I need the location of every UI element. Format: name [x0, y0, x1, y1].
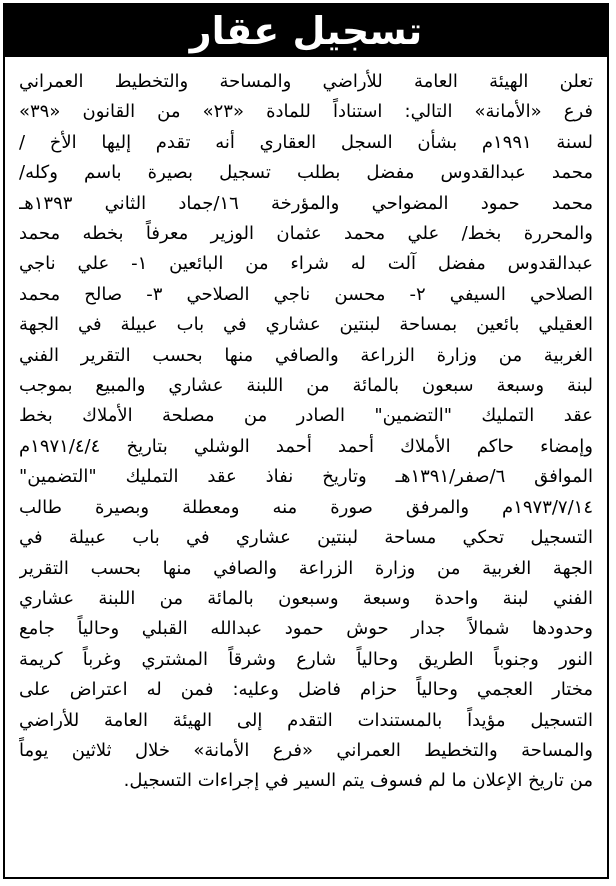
body-line: الجهة الغربية من وزارة الزراعة والصافي منها بحسب التقرير: [19, 557, 593, 579]
body-line: التسجيل مؤيداً بالمستندات التقدم إلى الهيئة العامة للأراضي: [19, 709, 593, 731]
body-line: الفني لبنة واحدة وسبعة وسبعون بالمائة من اللبنة عشاري: [19, 587, 593, 609]
body-line: والمحررة بخط/ علي محمد عثمان الوزير معرفاً بخطه محمد: [19, 223, 593, 245]
notice-title: تسجيل عقار: [189, 9, 423, 53]
notice-header: [5, 5, 607, 57]
body-line: وإمضاء حاكم الأملاك أحمد أحمد الوشلي بتاريخ ١٩٧١/٤/٤م: [19, 435, 593, 457]
body-line: وحدودها شمالاً جدار حوش حمود عبدالله القبلي وحالياً جامع: [19, 618, 593, 640]
body-line: الغربية من وزارة الزراعة والصافي منها بحسب التقرير الفني: [19, 344, 593, 366]
body-line: النور وجنوباً الطريق وحالياً شارع وشرقاً المشتري وغرباً كريمة: [19, 648, 593, 670]
notice-body: [19, 67, 593, 797]
body-line: الموافق ٦/صفر/١٣٩١هـ وتاريخ نفاذ عقد التمليك "التضمين": [19, 466, 593, 488]
body-line: فرع «الأمانة» التالي: استناداً للمادة «٢٣» من القانون «٣٩»: [19, 101, 593, 123]
body-line: لبنة وسبعة سبعون بالمائة من اللبنة عشاري والمبيع بموجب: [19, 375, 593, 397]
body-line: من تاريخ الإعلان ما لم فسوف يتم السير في إجراءات التسجيل.: [123, 770, 593, 792]
body-line: تعلن الهيئة العامة للأراضي والمساحة والتخطيط العمراني: [19, 71, 593, 92]
body-line: لسنة ١٩٩١م بشأن السجل العقاري أنه تقدم إليها الأخ /: [19, 131, 593, 153]
body-line: مختار العجمي وحالياً حزام فاضل وعليه: فمن له اعتراض على: [19, 679, 593, 701]
body-line: والمساحة والتخطيط العمراني «فرع الأمانة» خلال ثلاثين يوماً: [19, 739, 593, 761]
body-line: محمد عبدالقدوس مفضل بطلب تسجيل بصيرة باسم وكله/: [19, 162, 593, 184]
body-line: التسجيل تحكي مساحة لبنتين عشاري في باب عبيلة في: [19, 527, 593, 549]
body-line: ١٩٧٣/٧/١٤م والمرفق صورة منه ومعطلة وبصيرة طالب: [19, 496, 593, 518]
body-line: العقيلي بائعين بمساحة لبنتين عشاري في باب عبيلة في الجهة: [19, 314, 593, 336]
body-line: محمد حمود المضواحي والمؤرخة ١٦/جماد الثاني ١٣٩٣هـ: [19, 192, 593, 214]
notice-box: [3, 3, 609, 879]
body-line: عقد التمليك "التضمين" الصادر من مصلحة الأملاك بخط: [19, 405, 593, 427]
body-line: عبدالقدوس مفضل آلت له شراء من البائعين ١- علي ناجي: [19, 253, 593, 275]
body-line: الصلاحي السيفي ٢- محسن ناجي الصلاحي ٣- صالح محمد: [19, 283, 593, 305]
